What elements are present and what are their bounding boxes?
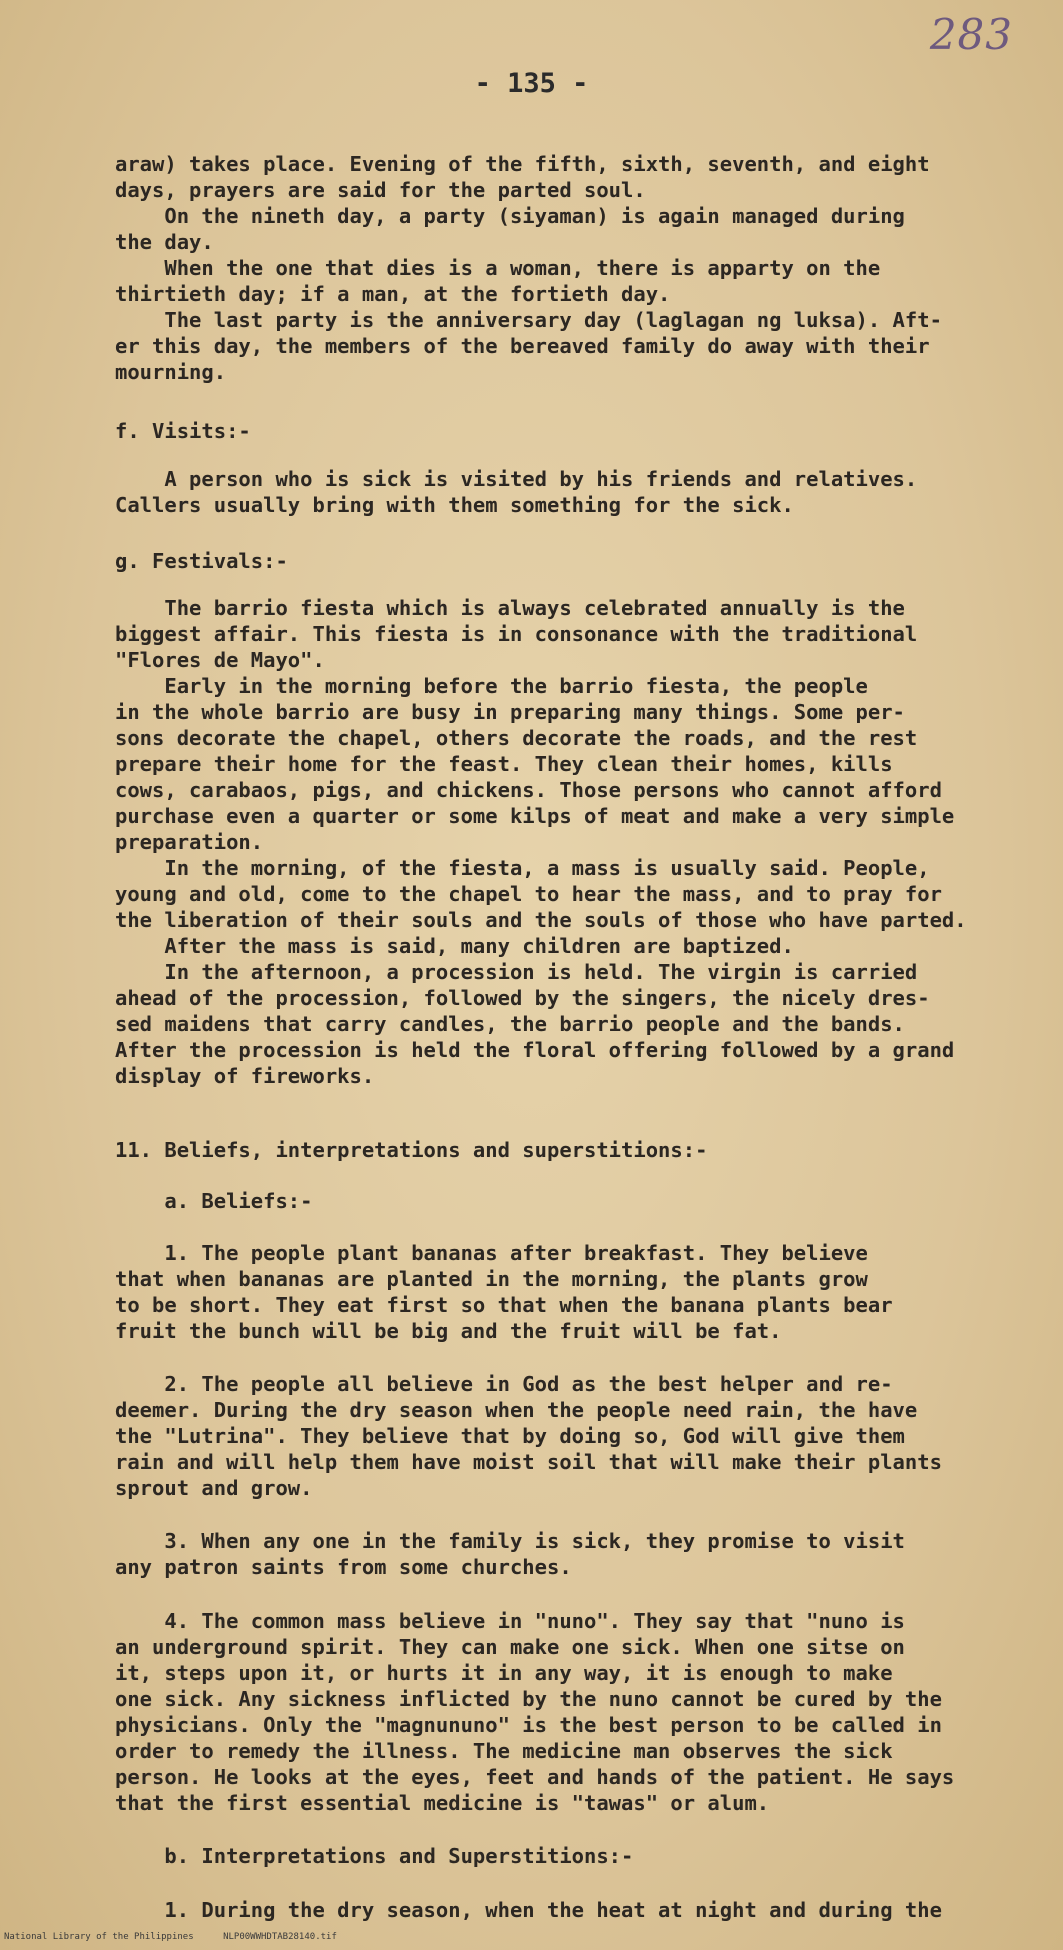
- text-line: purchase even a quarter or some kilps of meat and make a very simple: [115, 804, 955, 828]
- text-line: Callers usually bring with them something for the sick.: [115, 493, 794, 517]
- text-line: araw) takes place. Evening of the fifth, sixth, seventh, and eight: [115, 152, 930, 176]
- text-line: After the procession is held the floral offering followed by a grand: [115, 1038, 955, 1062]
- scan-footer: [4, 1932, 361, 1942]
- text-line: The barrio fiesta which is always celebrated annually is the: [115, 596, 905, 620]
- text-line: in the whole barrio are busy in preparing many things. Some per-: [115, 700, 905, 724]
- text-line: thirtieth day; if a man, at the fortieth day.: [115, 282, 671, 306]
- text-line: an underground spirit. They can make one sick. When one sitse on: [115, 1635, 905, 1659]
- subsection-heading: b. Interpretations and Superstitions:-: [115, 1844, 634, 1868]
- text-line: young and old, come to the chapel to hear the mass, and to pray for: [115, 882, 942, 906]
- text-line: In the afternoon, a procession is held. The virgin is carried: [115, 960, 918, 984]
- text-line: order to remedy the illness. The medicine man observes the sick: [115, 1739, 893, 1763]
- page-number: - 135 -: [474, 68, 589, 99]
- text-line: 1. The people plant bananas after breakfast. They believe: [115, 1241, 868, 1265]
- text-line: to be short. They eat first so that when the banana plants bear: [115, 1293, 893, 1317]
- text-line: 1. During the dry season, when the heat at night and during the: [115, 1898, 942, 1922]
- text-line: person. He looks at the eyes, feet and hands of the patient. He says: [115, 1765, 955, 1789]
- folio-number: 283: [929, 10, 1013, 59]
- text-line: ahead of the procession, followed by the singers, the nicely dres-: [115, 986, 930, 1010]
- footer-file-id: NLP00WWHDTAB28140.tif: [223, 1932, 337, 1942]
- text-line: the liberation of their souls and the souls of those who have parted.: [115, 908, 967, 932]
- text-line: that when bananas are planted in the morning, the plants grow: [115, 1267, 868, 1291]
- text-line: biggest affair. This fiesta is in consonance with the traditional: [115, 622, 918, 646]
- text-line: A person who is sick is visited by his friends and relatives.: [115, 467, 918, 491]
- text-line: deemer. During the dry season when the people need rain, the have: [115, 1398, 918, 1422]
- text-line: the "Lutrina". They believe that by doing so, God will give them: [115, 1424, 905, 1448]
- text-line: one sick. Any sickness inflicted by the nuno cannot be cured by the: [115, 1687, 942, 1711]
- subsection-heading: a. Beliefs:-: [115, 1189, 313, 1213]
- text-line: On the nineth day, a party (siyaman) is again managed during: [115, 204, 905, 228]
- text-line: display of fireworks.: [115, 1064, 375, 1088]
- text-line: any patron saints from some churches.: [115, 1555, 572, 1579]
- footer-library: National Library of the Philippines: [4, 1932, 194, 1942]
- text-line: sons decorate the chapel, others decorate the roads, and the rest: [115, 726, 918, 750]
- text-line: preparation.: [115, 830, 264, 854]
- text-line: prepare their home for the feast. They clean their homes, kills: [115, 752, 893, 776]
- text-line: fruit the bunch will be big and the fruit will be fat.: [115, 1319, 782, 1343]
- text-line: rain and will help them have moist soil that will make their plants: [115, 1450, 942, 1474]
- text-line: er this day, the members of the bereaved family do away with their: [115, 334, 930, 358]
- text-line: Early in the morning before the barrio fiesta, the people: [115, 674, 868, 698]
- text-line: 2. The people all believe in God as the best helper and re-: [115, 1372, 893, 1396]
- text-line: cows, carabaos, pigs, and chickens. Those persons who cannot afford: [115, 778, 942, 802]
- text-line: 3. When any one in the family is sick, they promise to visit: [115, 1529, 905, 1553]
- section-heading: f. Visits:-: [115, 419, 251, 443]
- text-line: After the mass is said, many children are baptized.: [115, 934, 794, 958]
- text-line: The last party is the anniversary day (laglagan ng luksa). Aft-: [115, 308, 942, 332]
- text-line: 4. The common mass believe in "nuno". They say that "nuno is: [115, 1609, 905, 1633]
- text-line: the day.: [115, 230, 214, 254]
- text-line: days, prayers are said for the parted soul.: [115, 178, 646, 202]
- text-line: mourning.: [115, 360, 227, 384]
- text-line: physicians. Only the "magnununo" is the best person to be called in: [115, 1713, 942, 1737]
- text-line: When the one that dies is a woman, there is apparty on the: [115, 256, 881, 280]
- text-line: In the morning, of the fiesta, a mass is usually said. People,: [115, 856, 930, 880]
- text-line: "Flores de Mayo".: [115, 648, 325, 672]
- section-heading: g. Festivals:-: [115, 549, 288, 573]
- text-line: that the first essential medicine is "tawas" or alum.: [115, 1791, 770, 1815]
- section-heading: 11. Beliefs, interpretations and superstitions:-: [115, 1138, 708, 1162]
- text-line: it, steps upon it, or hurts it in any way, it is enough to make: [115, 1661, 893, 1685]
- text-line: sed maidens that carry candles, the barrio people and the bands.: [115, 1012, 905, 1036]
- text-line: sprout and grow.: [115, 1476, 313, 1500]
